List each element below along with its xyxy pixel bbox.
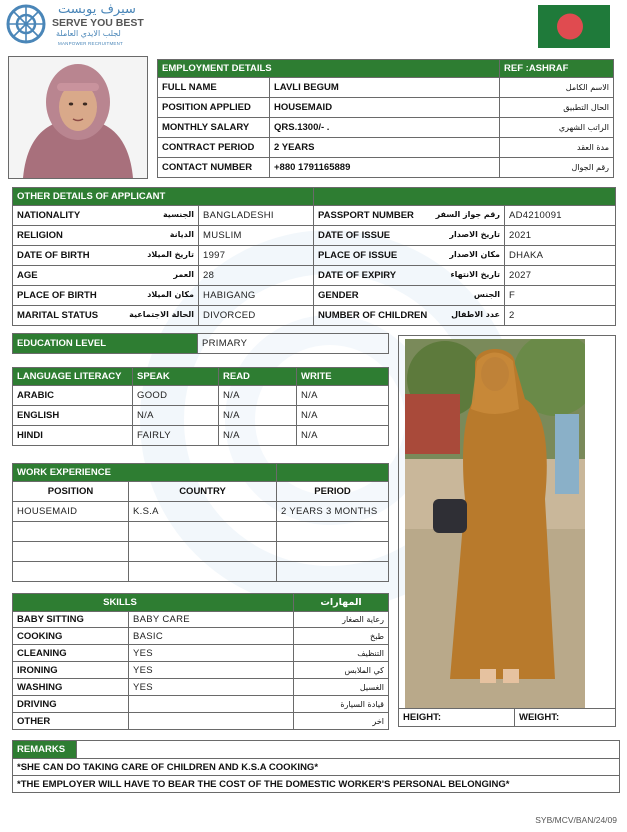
other-details-row <box>13 266 616 286</box>
skill-label: OTHER <box>13 713 129 730</box>
monthly-salary-arabic: الراتب الشهري <box>500 118 614 138</box>
work-experience-title: WORK EXPERIENCE <box>13 464 277 482</box>
weight-field <box>515 708 615 727</box>
work-experience-header-blank <box>277 464 389 482</box>
applicant-full-photo-frame <box>398 335 616 727</box>
position-applied-value: HOUSEMAID <box>270 98 500 118</box>
skill-label: DRIVING <box>13 696 129 713</box>
skill-label: CLEANING <box>13 645 129 662</box>
skill-arabic: رعاية الصغار <box>294 612 389 628</box>
work-country <box>129 542 277 562</box>
skill-arabic: الغسيل <box>294 679 389 696</box>
read-value: N/A <box>219 426 297 446</box>
work-period: 2 YEARS 3 MONTHS <box>277 502 389 522</box>
date-of-issue-value: 2021 <box>505 226 616 246</box>
height-label: HEIGHT: <box>403 712 441 723</box>
speak-value: GOOD <box>133 386 219 406</box>
language-header: LANGUAGE LITERACY <box>13 368 133 386</box>
work-country <box>129 522 277 542</box>
write-value: N/A <box>297 426 389 446</box>
contract-period-arabic: مدة العقد <box>500 138 614 158</box>
marital-status-label: MARITAL STATUS الحالة الاجتماعية <box>13 306 199 326</box>
nationality-label: NATIONALITY الجنسية <box>13 206 199 226</box>
other-details-row <box>13 226 616 246</box>
skill-label: COOKING <box>13 628 129 645</box>
education-level-label: EDUCATION LEVEL <box>13 334 198 354</box>
table-row <box>13 713 389 730</box>
applicant-portrait-photo <box>8 56 148 179</box>
number-of-children-value: 2 <box>505 306 616 326</box>
other-details-table <box>12 187 616 326</box>
table-row <box>13 562 389 582</box>
skills-table <box>12 593 389 730</box>
skill-arabic: التنظيف <box>294 645 389 662</box>
number-of-children-label: NUMBER OF CHILDREN عدد الاطفال <box>314 306 505 326</box>
position-applied-arabic: الحال التطبيق <box>500 98 614 118</box>
skill-arabic: قيادة السيارة <box>294 696 389 713</box>
skill-label: WASHING <box>13 679 129 696</box>
skill-value <box>129 696 294 713</box>
skill-value: BASIC <box>129 628 294 645</box>
skill-label: BABY SITTING <box>13 612 129 628</box>
religion-value: MUSLIM <box>199 226 314 246</box>
date-of-expiry-value: 2027 <box>505 266 616 286</box>
other-details-header-blank <box>314 188 616 206</box>
skill-arabic: اخر <box>294 713 389 730</box>
work-position <box>13 522 129 542</box>
marital-status-value: DIVORCED <box>199 306 314 326</box>
speak-value: FAIRLY <box>133 426 219 446</box>
work-experience-table <box>12 463 389 582</box>
speak-value: N/A <box>133 406 219 426</box>
write-header: WRITE <box>297 368 389 386</box>
age-value: 28 <box>199 266 314 286</box>
full-name-arabic: الاسم الكامل <box>500 78 614 98</box>
table-row <box>13 645 389 662</box>
skills-title: SKILLS <box>13 594 294 612</box>
skills-title-arabic: المهارات <box>294 594 389 612</box>
contract-period-label: CONTRACT PERIOD <box>158 138 270 158</box>
skill-value: YES <box>129 679 294 696</box>
passport-number-value: AD4210091 <box>505 206 616 226</box>
reference: REF :ASHRAF <box>500 60 614 78</box>
monthly-salary-value: QRS.1300/- . <box>270 118 500 138</box>
work-period <box>277 522 389 542</box>
work-country: K.S.A <box>129 502 277 522</box>
monthly-salary-label: MONTHLY SALARY <box>158 118 270 138</box>
employment-details-title: EMPLOYMENT DETAILS <box>158 60 500 78</box>
place-of-birth-label: PLACE OF BIRTH مكان الميلاد <box>13 286 199 306</box>
language-name: ARABIC <box>13 386 133 406</box>
table-row <box>13 628 389 645</box>
read-value: N/A <box>219 386 297 406</box>
date-of-expiry-label: DATE OF EXPIRY تاريخ الانتهاء <box>314 266 505 286</box>
skill-value: BABY CARE <box>129 612 294 628</box>
date-of-birth-label: DATE OF BIRTH تاريخ الميلاد <box>13 246 199 266</box>
other-details-row <box>13 306 616 326</box>
passport-number-label: PASSPORT NUMBER رقم جواز السفر <box>314 206 505 226</box>
religion-label: RELIGION الديانة <box>13 226 199 246</box>
weight-label: WEIGHT: <box>519 712 560 723</box>
gender-label: GENDER الجنس <box>314 286 505 306</box>
employment-details-table <box>157 59 614 178</box>
language-name: HINDI <box>13 426 133 446</box>
contract-period-value: 2 YEARS <box>270 138 500 158</box>
contact-number-label: CONTACT NUMBER <box>158 158 270 178</box>
skill-value: YES <box>129 645 294 662</box>
table-row <box>13 502 389 522</box>
country-header: COUNTRY <box>129 482 277 502</box>
education-table <box>12 333 389 354</box>
speak-header: SPEAK <box>133 368 219 386</box>
other-details-title: OTHER DETAILS OF APPLICANT <box>13 188 314 206</box>
work-period <box>277 562 389 582</box>
bangladesh-flag-icon <box>538 5 610 48</box>
other-details-row <box>13 286 616 306</box>
nationality-value: BANGLADESHI <box>199 206 314 226</box>
logo-arabic: سيرف يوبست <box>58 2 136 17</box>
work-position: HOUSEMAID <box>13 502 129 522</box>
remark-line: *SHE CAN DO TAKING CARE OF CHILDREN AND K.S.A COOKING* <box>13 759 620 776</box>
logo-sub: MANPOWER RECRUITMENT <box>58 41 123 46</box>
write-value: N/A <box>297 406 389 426</box>
contact-number-value: +880 1791165889 <box>270 158 500 178</box>
skill-arabic: كي الملابس <box>294 662 389 679</box>
skill-value: YES <box>129 662 294 679</box>
table-row <box>13 542 389 562</box>
table-row <box>13 386 389 406</box>
education-level-value: PRIMARY <box>198 334 389 354</box>
full-name-value: LAVLI BEGUM <box>270 78 500 98</box>
height-field <box>399 708 515 727</box>
contact-number-arabic: رقم الجوال <box>500 158 614 178</box>
logo-name: SERVE YOU BEST <box>52 17 144 29</box>
work-country <box>129 562 277 582</box>
table-row <box>13 679 389 696</box>
full-name-label: FULL NAME <box>158 78 270 98</box>
other-details-row <box>13 206 616 226</box>
place-of-issue-value: DHAKA <box>505 246 616 266</box>
work-position <box>13 542 129 562</box>
skill-label: IRONING <box>13 662 129 679</box>
write-value: N/A <box>297 386 389 406</box>
logo-emblem-icon <box>6 4 46 44</box>
position-header: POSITION <box>13 482 129 502</box>
position-applied-label: POSITION APPLIED <box>158 98 270 118</box>
age-label: AGE العمر <box>13 266 199 286</box>
table-row <box>13 522 389 542</box>
read-value: N/A <box>219 406 297 426</box>
table-row <box>13 696 389 713</box>
period-header: PERIOD <box>277 482 389 502</box>
table-row <box>13 426 389 446</box>
place-of-birth-value: HABIGANG <box>199 286 314 306</box>
table-row <box>13 406 389 426</box>
remark-line: *THE EMPLOYER WILL HAVE TO BEAR THE COST OF THE DOMESTIC WORKER'S PERSONAL BELONGING* <box>13 776 620 793</box>
document-code: SYB/MCV/BAN/24/09 <box>535 815 617 825</box>
other-details-row <box>13 246 616 266</box>
remarks-title: REMARKS <box>13 741 77 759</box>
language-literacy-table <box>12 367 389 446</box>
logo-arabic-sub: لجلب الايدي العاملة <box>56 29 121 38</box>
place-of-issue-label: PLACE OF ISSUE مكان الاصدار <box>314 246 505 266</box>
read-header: READ <box>219 368 297 386</box>
language-name: ENGLISH <box>13 406 133 426</box>
remarks-table <box>12 740 620 793</box>
date-of-birth-value: 1997 <box>199 246 314 266</box>
date-of-issue-label: DATE OF ISSUE تاريخ الاصدار <box>314 226 505 246</box>
remarks-header-blank <box>77 741 620 759</box>
work-period <box>277 542 389 562</box>
applicant-full-photo <box>405 339 585 709</box>
work-position <box>13 562 129 582</box>
table-row <box>13 662 389 679</box>
skill-arabic: طبخ <box>294 628 389 645</box>
gender-value: F <box>505 286 616 306</box>
company-logo <box>6 2 176 48</box>
table-row <box>13 612 389 628</box>
skill-value <box>129 713 294 730</box>
